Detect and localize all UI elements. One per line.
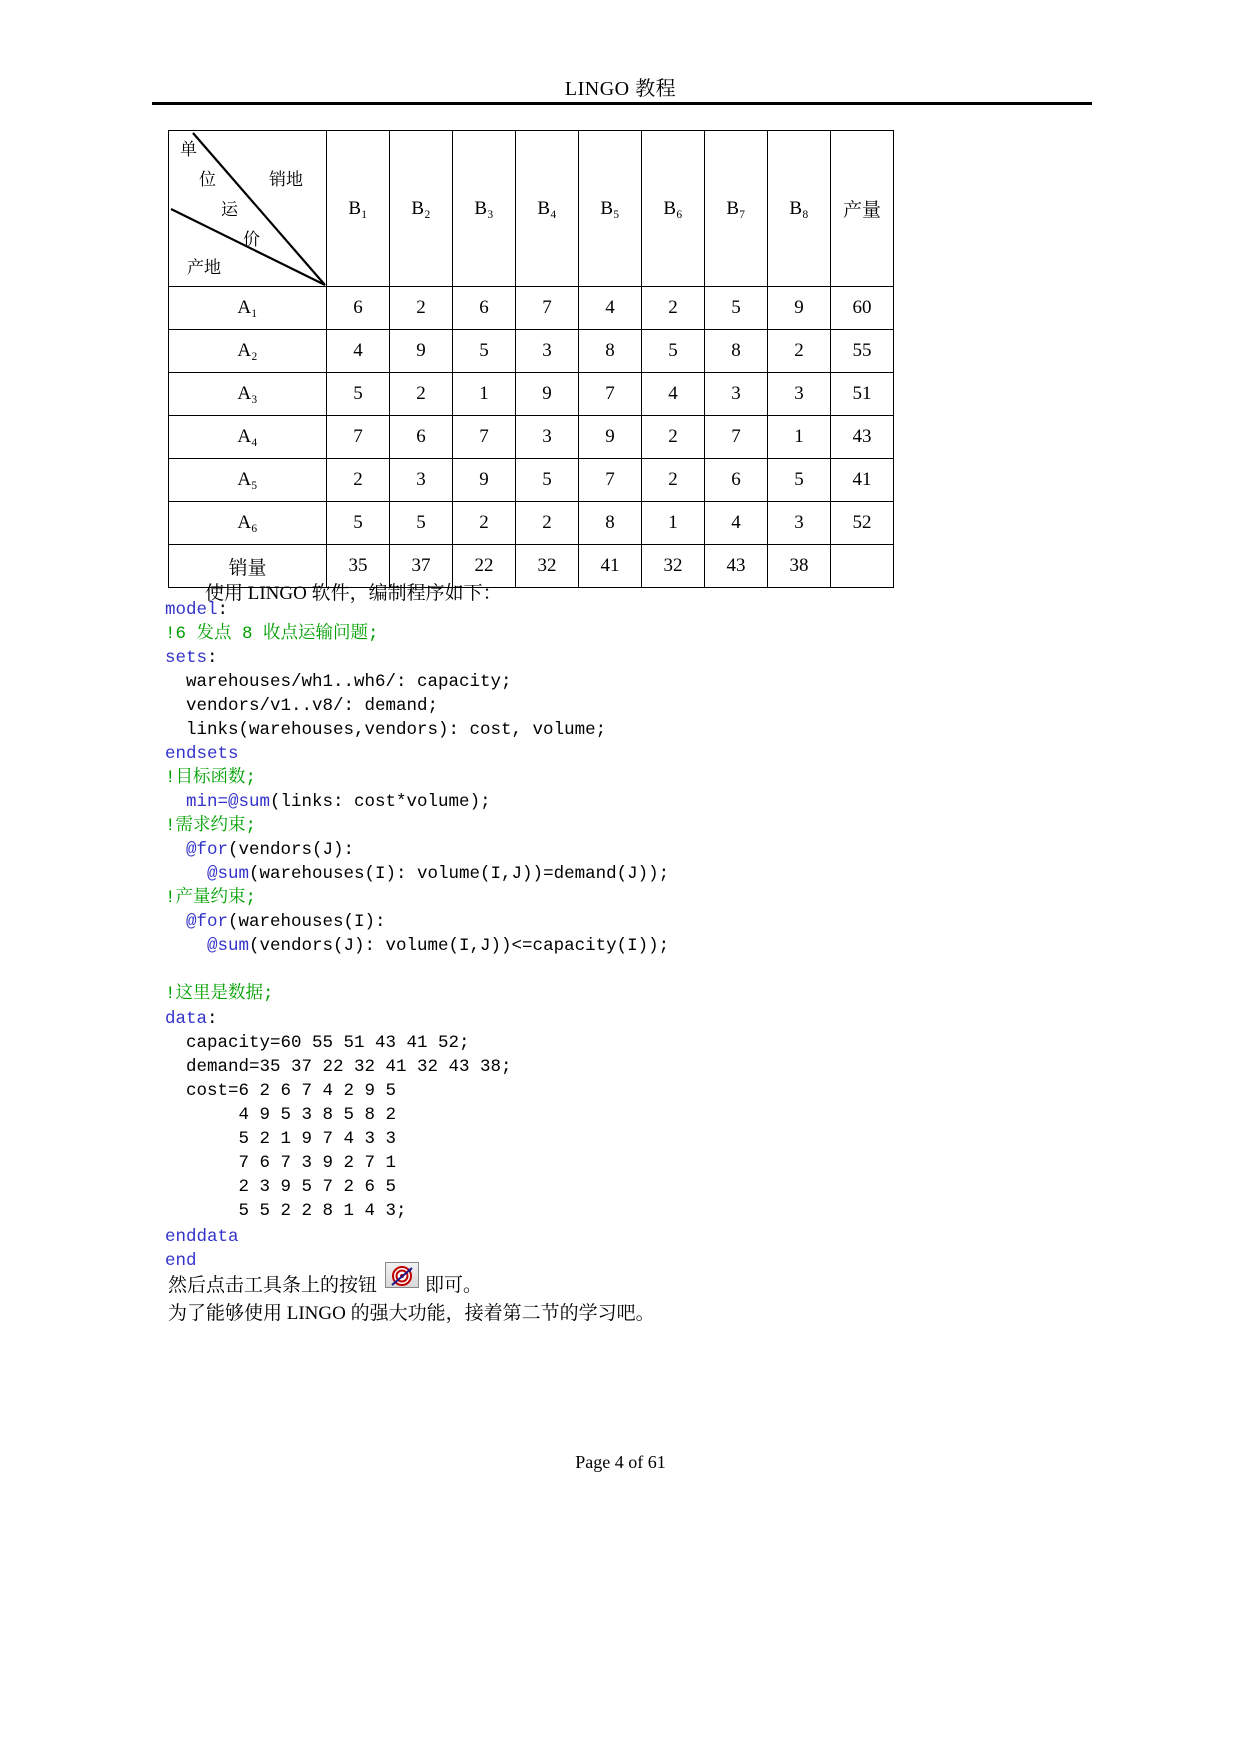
- cell-a1-b4: 7: [516, 287, 579, 330]
- cell-demand-empty: [831, 545, 894, 588]
- cell-a5-b2: 3: [390, 459, 453, 502]
- code-comment-objective: !目标函数;: [165, 768, 257, 788]
- table-corner-cell: [169, 131, 327, 287]
- column-header-b6: B₆: [642, 131, 705, 287]
- column-header-b8: B₈: [768, 131, 831, 287]
- cell-a4-b8: 1: [768, 416, 831, 459]
- cell-a3-b3: 1: [453, 373, 516, 416]
- cell-a1-b8: 9: [768, 287, 831, 330]
- page-header-title: LINGO 教程: [564, 78, 677, 100]
- code-keyword-model: model: [165, 600, 218, 620]
- cell-demand-b3: 22: [453, 545, 516, 588]
- code-keyword-min-sum: min=@sum: [165, 792, 271, 812]
- cell-a2-b3: 5: [453, 330, 516, 373]
- code-expr: (warehouses(I):: [228, 912, 386, 932]
- row-label-demand: 销量: [169, 545, 327, 588]
- row-label-a4: A₄: [169, 416, 327, 459]
- cell-a6-b3: 2: [453, 502, 516, 545]
- column-header-b5: B₅: [579, 131, 642, 287]
- code-keyword-enddata: enddata: [165, 1227, 239, 1247]
- table-row: [169, 373, 894, 416]
- code-line-links: links(warehouses,vendors): cost, volume;: [165, 720, 607, 740]
- code-line-for-warehouses: [165, 914, 386, 932]
- code-line-objective: [165, 794, 491, 812]
- code-line-cost-row6: 5 5 2 2 8 1 4 3;: [165, 1201, 407, 1221]
- cell-demand-b4: 32: [516, 545, 579, 588]
- cell-a6-b7: 4: [705, 502, 768, 545]
- cell-a4-b1: 7: [327, 416, 390, 459]
- code-line-sum-warehouses: [165, 866, 669, 884]
- cell-a5-b7: 6: [705, 459, 768, 502]
- cell-a2-capacity: 55: [831, 330, 894, 373]
- cell-a6-b8: 3: [768, 502, 831, 545]
- column-header-capacity: 产量: [831, 131, 894, 287]
- cell-a5-b5: 7: [579, 459, 642, 502]
- cell-a3-b4: 9: [516, 373, 579, 416]
- page-footer: Page 4 of 61: [575, 1452, 666, 1472]
- row-label-a6: A₆: [169, 502, 327, 545]
- cell-a4-b4: 3: [516, 416, 579, 459]
- code-line-for-vendors: [165, 842, 354, 860]
- table-header-row: [169, 131, 894, 287]
- code-line-demand-values: demand=35 37 22 32 41 32 43 38;: [165, 1057, 512, 1077]
- cell-a3-b5: 7: [579, 373, 642, 416]
- closing-line-1-after: 即可。: [425, 1275, 483, 1296]
- cell-a6-b4: 2: [516, 502, 579, 545]
- corner-text-line4: 价: [243, 230, 260, 249]
- code-line-capacity-values: capacity=60 55 51 43 41 52;: [165, 1033, 470, 1053]
- cell-a6-b2: 5: [390, 502, 453, 545]
- cell-a4-b7: 7: [705, 416, 768, 459]
- cell-a1-capacity: 60: [831, 287, 894, 330]
- code-keyword-sum: @sum: [165, 864, 250, 884]
- code-line-sum-vendors: [165, 938, 669, 956]
- code-line-cost-row5: 2 3 9 5 7 2 6 5: [165, 1177, 397, 1197]
- table-row: [169, 459, 894, 502]
- column-header-b2: B₂: [390, 131, 453, 287]
- cell-a2-b5: 8: [579, 330, 642, 373]
- code-line-data: [165, 1011, 218, 1029]
- code-expr: (warehouses(I): volume(I,J))=demand(J));: [249, 864, 670, 884]
- code-keyword-for: @for: [165, 912, 229, 932]
- cell-a1-b3: 6: [453, 287, 516, 330]
- row-label-a5: A₅: [169, 459, 327, 502]
- corner-text-line3: 运: [221, 200, 238, 219]
- table-row: [169, 416, 894, 459]
- cell-a5-b3: 9: [453, 459, 516, 502]
- code-expr: (vendors(J):: [228, 840, 355, 860]
- cell-demand-b7: 43: [705, 545, 768, 588]
- row-label-a2: A₂: [169, 330, 327, 373]
- cell-a4-b3: 7: [453, 416, 516, 459]
- cell-a1-b7: 5: [705, 287, 768, 330]
- cell-a4-capacity: 43: [831, 416, 894, 459]
- cell-a1-b6: 2: [642, 287, 705, 330]
- cell-a5-b4: 5: [516, 459, 579, 502]
- code-comment-demand-constraint: !需求约束;: [165, 816, 257, 836]
- cell-demand-b8: 38: [768, 545, 831, 588]
- cell-a2-b6: 5: [642, 330, 705, 373]
- target-run-icon: [389, 1264, 415, 1288]
- code-comment-problem: !6 发点 8 收点运输问题;: [165, 624, 379, 644]
- cell-a2-b7: 8: [705, 330, 768, 373]
- table-row: [169, 287, 894, 330]
- corner-text-line2: 位: [199, 170, 216, 189]
- cell-a4-b2: 6: [390, 416, 453, 459]
- cell-demand-b2: 37: [390, 545, 453, 588]
- code-keyword-sets: sets: [165, 648, 208, 668]
- corner-text-line1: 单: [180, 140, 197, 159]
- cell-a2-b8: 2: [768, 330, 831, 373]
- cell-a3-b1: 5: [327, 373, 390, 416]
- code-keyword-for: @for: [165, 840, 229, 860]
- cell-a5-b8: 5: [768, 459, 831, 502]
- column-header-b3: B₃: [453, 131, 516, 287]
- cell-a5-b1: 2: [327, 459, 390, 502]
- code-line-model: [165, 602, 228, 620]
- code-line-sets: [165, 650, 218, 668]
- code-line-vendors: vendors/v1..v8/: demand;: [165, 696, 439, 716]
- table-row: [169, 502, 894, 545]
- code-keyword-end: end: [165, 1251, 197, 1271]
- code-punct: :: [217, 600, 229, 620]
- code-line-cost-row4: 7 6 7 3 9 2 7 1: [165, 1153, 397, 1173]
- transportation-cost-table: [168, 130, 894, 588]
- code-expr: (vendors(J): volume(I,J))<=capacity(I));: [249, 936, 670, 956]
- cell-a5-capacity: 41: [831, 459, 894, 502]
- cell-a1-b5: 4: [579, 287, 642, 330]
- code-line-cost-row3: 5 2 1 9 7 4 3 3: [165, 1129, 397, 1149]
- code-line-warehouses: warehouses/wh1..wh6/: capacity;: [165, 672, 512, 692]
- code-comment-capacity-constraint: !产量约束;: [165, 888, 257, 908]
- cell-a3-b2: 2: [390, 373, 453, 416]
- intro-paragraph: 使用 LINGO 软件，编制程序如下：: [205, 583, 502, 604]
- cell-a6-capacity: 52: [831, 502, 894, 545]
- code-punct: :: [207, 1009, 218, 1029]
- row-label-a1: A₁: [169, 287, 327, 330]
- run-toolbar-button[interactable]: [385, 1262, 419, 1288]
- cell-a2-b2: 9: [390, 330, 453, 373]
- column-header-b1: B₁: [327, 131, 390, 287]
- cell-demand-b1: 35: [327, 545, 390, 588]
- code-keyword-data: data: [165, 1009, 208, 1029]
- cell-a5-b6: 2: [642, 459, 705, 502]
- cell-a3-b7: 3: [705, 373, 768, 416]
- code-keyword-sum: @sum: [165, 936, 250, 956]
- corner-text-origin: 产地: [187, 258, 221, 277]
- cell-a1-b2: 2: [390, 287, 453, 330]
- corner-text-destination: 销地: [269, 170, 303, 189]
- code-line-cost-row1: cost=6 2 6 7 4 2 9 5: [165, 1081, 397, 1101]
- closing-line-1-before: 然后点击工具条上的按钮: [168, 1275, 378, 1296]
- cell-a2-b4: 3: [516, 330, 579, 373]
- cell-demand-b6: 32: [642, 545, 705, 588]
- cell-a1-b1: 6: [327, 287, 390, 330]
- cell-a6-b1: 5: [327, 502, 390, 545]
- code-line-cost-row2: 4 9 5 3 8 5 8 2: [165, 1105, 397, 1125]
- header-divider: [152, 102, 1092, 105]
- closing-line-2: 为了能够使用 LINGO 的强大功能，接着第二节的学习吧。: [168, 1303, 655, 1324]
- cell-a3-capacity: 51: [831, 373, 894, 416]
- cell-a2-b1: 4: [327, 330, 390, 373]
- cell-demand-b5: 41: [579, 545, 642, 588]
- cell-a4-b6: 2: [642, 416, 705, 459]
- code-expr: (links: cost*volume);: [270, 792, 491, 812]
- cell-a3-b8: 3: [768, 373, 831, 416]
- code-punct: :: [207, 648, 218, 668]
- table-row: [169, 330, 894, 373]
- code-comment-data: !这里是数据;: [165, 984, 274, 1004]
- column-header-b4: B₄: [516, 131, 579, 287]
- code-keyword-endsets: endsets: [165, 744, 239, 764]
- column-header-b7: B₇: [705, 131, 768, 287]
- cell-a3-b6: 4: [642, 373, 705, 416]
- row-label-a3: A₃: [169, 373, 327, 416]
- cell-a6-b5: 8: [579, 502, 642, 545]
- cell-a6-b6: 1: [642, 502, 705, 545]
- cell-a4-b5: 9: [579, 416, 642, 459]
